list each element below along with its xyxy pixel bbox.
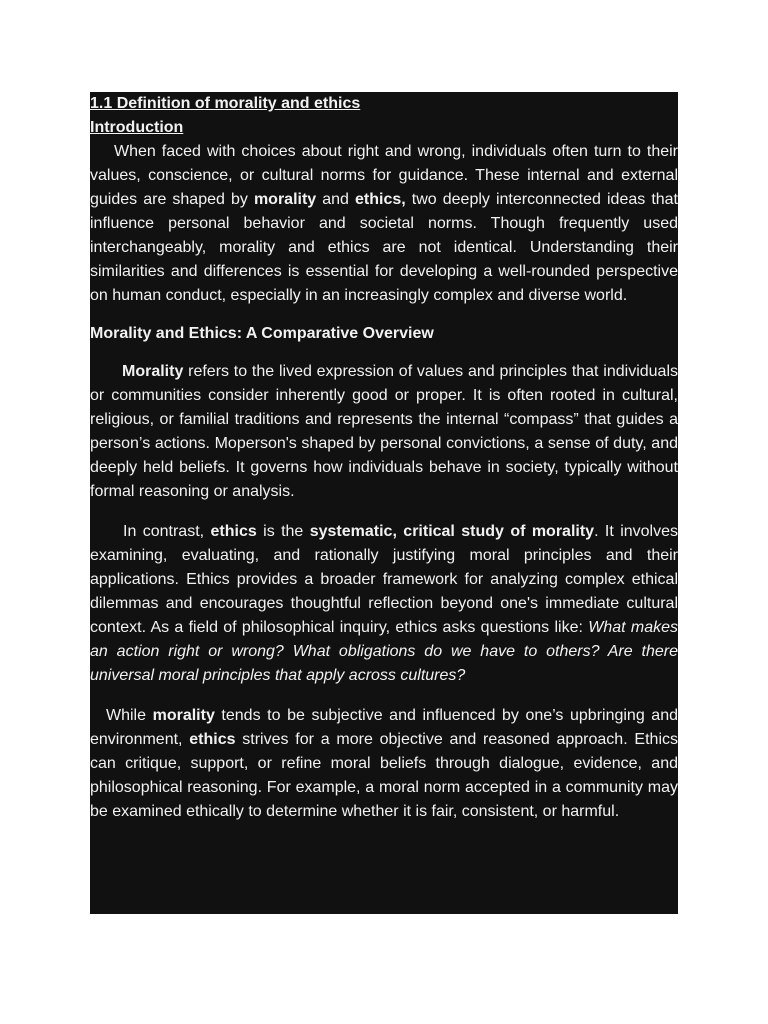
section-title: 1.1 Definition of morality and ethics xyxy=(90,95,361,112)
morality-text: refers to the lived expression of values and principles that individuals or communities consider inherently good or proper. It is often rooted in cultural, religious, or familial traditions and represents the internal “compass” that guides a person’s actions. Moperson's shaped by personal convictions, a sense of duty, and deeply held beliefs. It governs how individuals behave in society, typically without formal reasoning or analysis. xyxy=(90,363,678,500)
intro-heading: Introduction xyxy=(90,119,184,136)
ethics-text-2: is the xyxy=(256,523,310,540)
ethics-bold-definition: systematic, critical study of morality xyxy=(309,523,595,540)
ethics-text-3: . It involves examining, evaluating, and rationally justifying moral principles and their applications. Ethics provides a broader framework for analyzing complex ethical dilemmas and encourages thoughtful reflection beyond one's immediate cultural context. As a field of philosophical inquiry, ethics asks questions like: xyxy=(90,523,679,636)
intro-paragraph xyxy=(90,140,678,308)
contrast-bold-morality: morality xyxy=(152,707,215,724)
intro-text-1: When faced with choices about right and wrong, individuals often turn to their values, conscience, or cultural norms for guidance. These internal and external guides are shaped by xyxy=(90,143,678,208)
document-body xyxy=(90,92,678,914)
ethics-bold-term: ethics xyxy=(210,523,257,540)
morality-bold-term: Morality xyxy=(122,363,184,380)
contrast-bold-ethics: ethics xyxy=(189,731,236,748)
ethics-questions: What makes an action right or wrong? What obligations do we have to others? Are there universal moral principles that apply across cultures? xyxy=(90,619,678,684)
intro-text-2: and xyxy=(316,191,356,208)
overview-heading: Morality and Ethics: A Comparative Overview xyxy=(90,325,434,342)
contrast-paragraph xyxy=(90,704,678,824)
intro-text-3: two deeply interconnected ideas that influence personal behavior and societal norms. Though frequently used interchangeably, morality and ethics are not identical. Understanding their similarities and differences is essential for developing a well-rounded perspective on human conduct, especially in an increasingly complex and diverse world. xyxy=(90,191,679,304)
morality-paragraph xyxy=(90,360,678,504)
intro-bold-ethics: ethics, xyxy=(355,191,406,208)
ethics-text-1: In contrast, xyxy=(123,523,211,540)
contrast-text-3: strives for a more objective and reasoned approach. Ethics can critique, support, or refine moral beliefs through dialogue, evidence, and philosophical reasoning. For example, a moral norm accepted in a community may be examined ethically to determine whether it is fair, consistent, or harmful. xyxy=(90,731,678,820)
intro-bold-morality: morality xyxy=(253,191,317,208)
ethics-paragraph xyxy=(90,520,678,688)
contrast-text-2: tends to be subjective and influenced by one’s upbringing and environment, xyxy=(90,707,678,748)
contrast-text-1: While xyxy=(106,707,153,724)
